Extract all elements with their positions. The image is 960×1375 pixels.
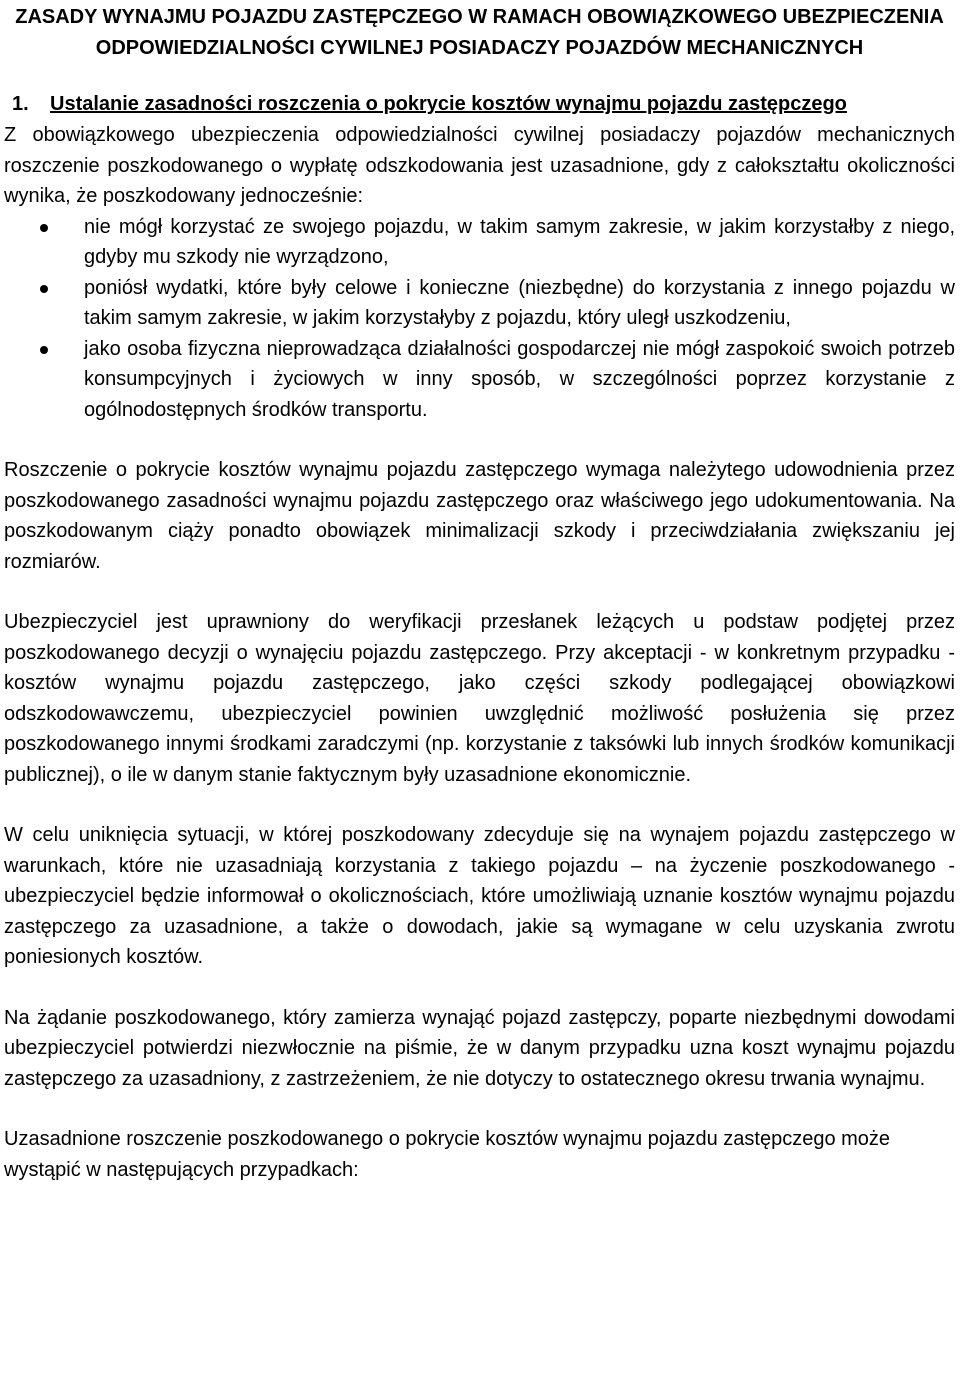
section-number: 1. xyxy=(12,93,29,115)
body-paragraph: Na żądanie poszkodowanego, który zamierza wynająć pojazd zastępczy, poparte niezbędnymi dowodami ubezpieczyciel potwierdzi niezwłocznie na piśmie, że w danym przypadku uzna koszt wynajmu pojazdu zastępczego za uzasadniony, z zastrzeżeniem, że nie dotyczy to ostatecznego okresu trwania wynajmu. xyxy=(4,1006,955,1090)
list-item-text: jako osoba fizyczna nieprowadząca działalności gospodarczej nie mógł zaspokoić swoich potrzeb konsumpcyjnych i życiowych w inny sposób, w szczególności poprzez korzystanie z ogólnodostępnych środków transportu. xyxy=(84,337,955,421)
closing-paragraph: Uzasadnione roszczenie poszkodowanego o pokrycie kosztów wynajmu pojazdu zastępczego może wystąpić w następujących przypadkach: xyxy=(4,1128,891,1181)
list-item xyxy=(4,273,955,334)
document-page xyxy=(4,0,955,1185)
section-heading xyxy=(4,89,955,120)
list-item-text: nie mógł korzystać ze swojego pojazdu, w takim samym zakresie, w jakim korzystałby z niego, gdyby mu szkody nie wyrządzono, xyxy=(84,215,955,268)
bullet-icon xyxy=(40,346,48,354)
body-paragraph: W celu uniknięcia sytuacji, w której poszkodowany zdecyduje się na wynajem pojazdu zastępczego w warunkach, które nie uzasadniają korzystania z takiego pojazdu – na życzenie poszkodowanego - ubezpieczyciel będzie informował o okolicznościach, które umożliwiają uznanie kosztów wynajmu pojazdu zastępczego za uzasadnione, a także o dowodach, jakie są wymagane w celu uzyskania zwrotu poniesionych kosztów. xyxy=(4,824,955,968)
list-item-text: poniósł wydatki, które były celowe i konieczne (niezbędne) do korzystania z innego pojazdu w takim samym zakresie, w jakim korzystałyby z pojazdu, który uległ uszkodzeniu, xyxy=(84,276,955,329)
body-paragraph: Ubezpieczyciel jest uprawniony do weryfikacji przesłanek leżących u podstaw podjętej przez poszkodowanego decyzji o wynajęciu pojazdu zastępczego. Przy akceptacji - w konkretnym przypadku - kosztów wynajmu pojazdu zastępczego, jako części szkody podlegającej obowiązkowi odszkodowawczemu, ubezpieczyciel powinien uwzględnić możliwość posłużenia się przez poszkodowanego innymi środkami zaradczymi (np. korzystanie z taksówki lub innych środków komunikacji publicznej), o ile w danym stanie faktycznym były uzasadnione ekonomicznie. xyxy=(4,611,955,786)
intro-paragraph: Z obowiązkowego ubezpieczenia odpowiedzialności cywilnej posiadaczy pojazdów mechanicznych roszczenie poszkodowanego o wypłatę odszkodowania jest uzasadnione, gdy z całokształtu okoliczności wynika, że poszkodowany jednocześnie: xyxy=(4,124,955,207)
condition-list xyxy=(4,212,955,426)
section-heading-text: Ustalanie zasadności roszczenia o pokrycie kosztów wynajmu pojazdu zastępczego xyxy=(50,93,847,115)
bullet-icon xyxy=(40,285,48,293)
body-paragraph: Roszczenie o pokrycie kosztów wynajmu pojazdu zastępczego wymaga należytego udowodnienia przez poszkodowanego zasadności wynajmu pojazdu zastępczego oraz właściwego jego udokumentowania. Na poszkodowanym ciąży ponadto obowiązek minimalizacji szkody i przeciwdziałania zwiększaniu jej rozmiarów. xyxy=(4,459,955,573)
document-title: ZASADY WYNAJMU POJAZDU ZASTĘPCZEGO W RAMACH OBOWIĄZKOWEGO UBEZPIECZENIA ODPOWIEDZIALNOŚCI CYWILNEJ POSIADACZY POJAZDÓW MECHANICZNYCH xyxy=(15,6,944,59)
list-item xyxy=(4,212,955,273)
bullet-icon xyxy=(40,224,48,232)
list-item xyxy=(4,334,955,426)
